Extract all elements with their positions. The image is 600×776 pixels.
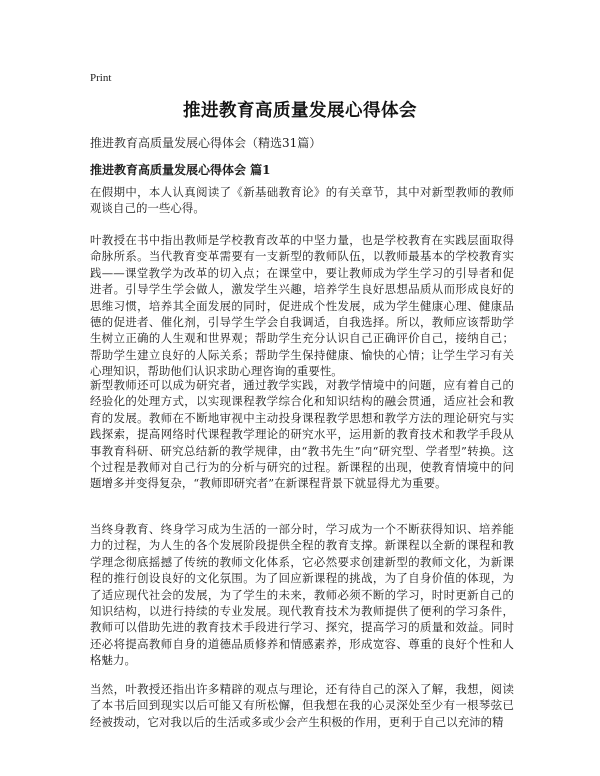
section-heading: 推进教育高质量发展心得体会 篇1 xyxy=(90,163,271,177)
print-label: Print xyxy=(90,72,112,84)
paragraph-1: 在假期中，本人认真阅读了《新基础教育论》的有关章节，其中对新型教师的教师观谈自己的一些心得。 xyxy=(90,185,514,216)
paragraph-4: 当终身教育、终身学习成为生活的一部分时，学习成为一个不断获得知识、培养能力的过程，为人生的各个发展阶段提供全程的教育支撑。新课程以全新的课程和教学理念彻底摇撼了传统的教师文化体系，它必然要求创建新型的教师文化，为新课程的推行创设良好的文化氛围。为了回应新课程的挑战，为了自身价值的体现，为了适应现代社会的发展，为了学生的未来，教师必须不断的学习，时时更新自己的知识结构，以进行持续的专业发展。现代教育技术为教师提供了便利的学习条件，教师可以借助先进的教育技术手段进行学习、探究，提高学习的质量和效益。同时还必将提高教师自身的道德品质修养和情感素养，形成宽容、尊重的良好个性和人格魅力。 xyxy=(90,522,514,668)
paragraph-2: 叶教授在书中指出教师是学校教育改革的中坚力量，也是学校教育在实践层面取得命脉所系。当代教育变革需要有一支新型的教师队伍，以教师最基本的学校教育实践——课堂教学为改革的切入点；在课堂中，要让教师成为学生学习的引导者和促进者。引导学生学会做人，激发学生兴趣，培养学生良好思想品质从而形成良好的思维习惯，培养其全面发展的同时，促进成个性发展，成为学生健康心理、健康品德的促进者、催化剂，引导学生学会自我调适，自我选择。所以，教师应该帮助学生树立正确的人生观和世界观；帮助学生充分认识自己正确评价自己，接纳自己；帮助学生建立良好的人际关系；帮助学生保持健康、愉快的心情；让学生学习有关心理知识，帮助他们认识求助心理咨询的重要性。 xyxy=(90,233,514,379)
paragraph-5: 当然，叶教授还指出许多精辟的观点与理论，还有待自己的深入了解，我想，阅读了本书后回到现实以后可能又有所松懈，但我想在我的心灵深处至少有一根琴弦已经被拨动，它对我以后的生活或多或少会产生积极的作用，更利于自己以充沛的精 xyxy=(90,682,514,729)
document-title: 推进教育高质量发展心得体会 xyxy=(183,101,417,121)
paragraph-3: 新型教师还可以成为研究者，通过教学实践，对教学情境中的问题，应有着自己的经验化的处理方式，以实现课程教学综合化和知识结构的融会贯通，适应社会和教育的发展。教师在不断地审视中主动投身课程教学思想和教学方法的理论研究与实践探索，提高网络时代课程教学理论的研究水平，运用新的教育技术和教学手段从事教育科研、研究总结新的教学规律，由“教书先生”向“研究型、学者型”转换。这个过程是教师对自己行为的分析与研究的过程。新课程的出现，使教育情境中的问题增多并变得复杂，“教师即研究者”在新课程背景下就显得尤为重要。 xyxy=(90,378,514,491)
document-subtitle: 推进教育高质量发展心得体会（精选31篇） xyxy=(90,136,322,150)
